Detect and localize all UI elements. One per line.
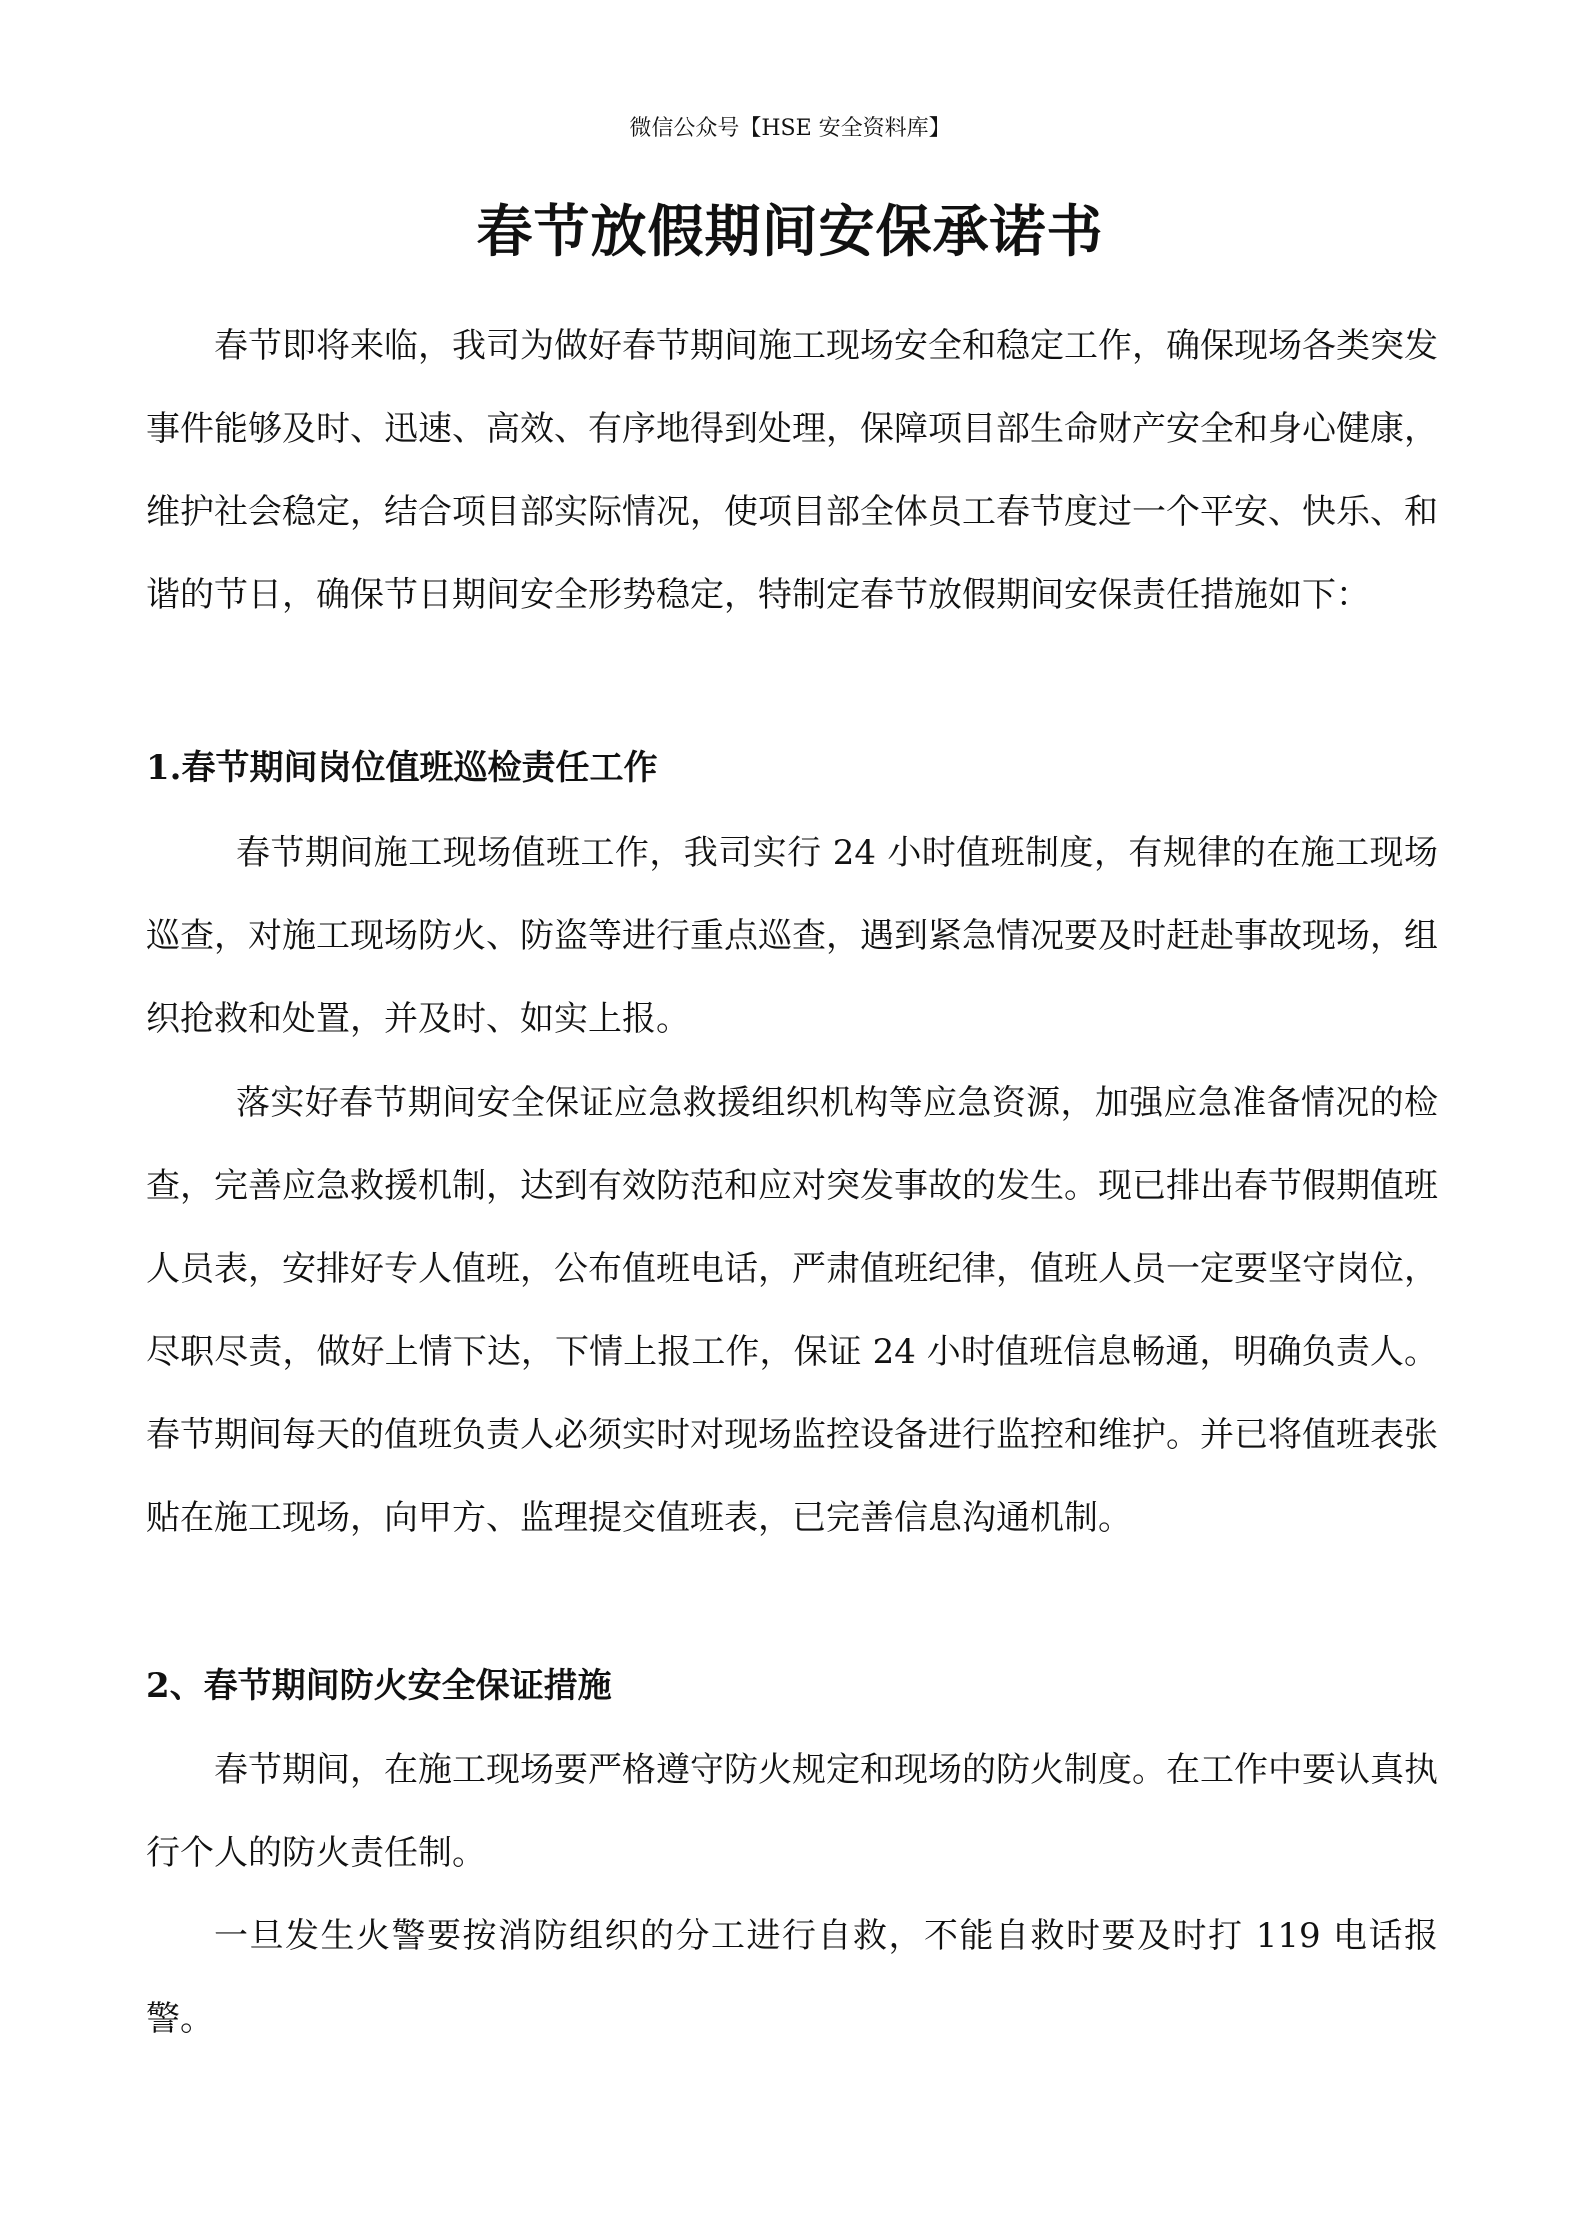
intro-paragraph: 春节即将来临，我司为做好春节期间施工现场安全和稳定工作，确保现场各类突发事件能够及时、迅速、高效、有序地得到处理，保障项目部生命财产安全和身心健康，维护社会稳定，结合项目部实际情况，使项目部全体员工春节度过一个平安、快乐、和谐的节日，确保节日期间安全形势稳定，特制定春节放假期间安保责任措施如下： [146, 326, 1438, 615]
document-title: 春节放假期间安保承诺书 [476, 199, 1104, 265]
section-1-paragraph-1: 春节期间施工现场值班工作，我司实行 24 小时值班制度，有规律的在施工现场巡查，对施工现场防火、防盗等进行重点巡查，遇到紧急情况要及时赶赴事故现场，组织抢救和处置，并及时、如实上报。 [146, 833, 1438, 1039]
section-1-paragraph-2: 落实好春节期间安全保证应急救援组织机构等应急资源，加强应急准备情况的检查，完善应急救援机制，达到有效防范和应对突发事故的发生。现已排出春节假期值班人员表，安排好专人值班，公布值班电话，严肃值班纪律，值班人员一定要坚守岗位，尽职尽责，做好上情下达，下情上报工作，保证 24 小时值班信息畅通，明确负责人。春节期间每天的值班负责人必须实时对现场监控设备进行监控和维护。并已将值班表张贴在施工现场，向甲方、监理提交值班表，已完善信息沟通机制。 [146, 1083, 1438, 1538]
section-2-paragraph-1: 春节期间，在施工现场要严格遵守防火规定和现场的防火制度。在工作中要认真执行个人的防火责任制。 [146, 1750, 1438, 1873]
section-2-paragraph-2: 一旦发生火警要按消防组织的分工进行自救，不能自救时要及时打 119 电话报警。 [146, 1916, 1438, 2039]
header-note: 微信公众号【HSE 安全资料库】 [629, 116, 951, 141]
section-heading-1: 1.春节期间岗位值班巡检责任工作 [146, 748, 658, 788]
section-heading-2: 2、春节期间防火安全保证措施 [146, 1666, 612, 1706]
